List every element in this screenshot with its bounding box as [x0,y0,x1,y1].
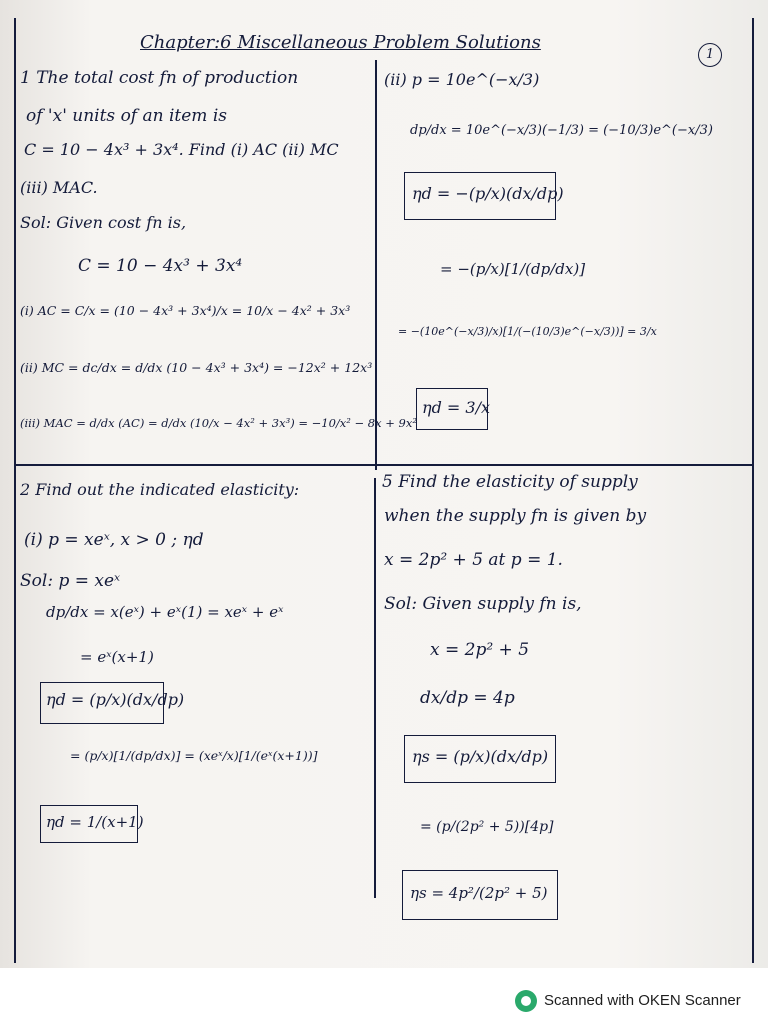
q2-substitution-step: = (p/x)[1/(dp/dx)] = (xeˣ/x)[1/(eˣ(x+1))] [70,748,318,763]
q2-solution-label: Sol: p = xeˣ [20,571,121,591]
q1b-elasticity-formula: ηd = −(p/x)(dx/dp) [412,184,564,203]
q5-derivative: dx/dp = 4p [420,688,515,708]
q5-solution-label: Sol: Given supply fn is, [384,594,582,614]
page-title: Chapter:6 Miscellaneous Problem Solutions [140,32,541,53]
q5-line2: when the supply fn is given by [384,506,647,526]
q5-line3: x = 2p² + 5 at p = 1. [384,550,563,570]
q1b-derivative: dp/dx = 10e^(−x/3)(−1/3) = (−10/3)e^(−x/3) [410,123,713,138]
q2-answer: ηd = 1/(x+1) [46,813,144,831]
q1-marginal-average-cost: (iii) MAC = d/dx (AC) = d/dx (10/x − 4x² + 3x³) = −10/x² − 8x + 9x² [20,416,417,430]
q1b-step2: = −(10e^(−x/3)/x)[1/(−(10/3)e^(−x/3))] = 3/x [398,325,657,338]
q5-elasticity-formula: ηs = (p/x)(dx/dp) [412,747,549,766]
q1-line3: C = 10 − 4x³ + 3x⁴. Find (i) AC (ii) MC [24,140,339,159]
q5-line1: 5 Find the elasticity of supply [382,472,638,492]
scanner-watermark-text: Scanned with OKEN Scanner [544,992,741,1009]
q2-part-i: (i) p = xeˣ, x > 0 ; ηd [24,530,204,550]
q2-line1: 2 Find out the indicated elasticity: [20,480,300,499]
q1b-answer: ηd = 3/x [422,398,490,417]
q2-derivative: dp/dx = x(eˣ) + eˣ(1) = xeˣ + eˣ [46,603,284,621]
q2-derivative-simplified: = eˣ(x+1) [80,648,154,666]
scanner-logo-icon [515,990,537,1012]
center-divider-line [375,60,377,470]
section-separator [16,464,752,466]
q2-elasticity-formula: ηd = (p/x)(dx/dp) [46,690,185,709]
q5-answer: ηs = 4p²/(2p² + 5) [410,884,548,902]
center-divider-line-lower [374,478,376,898]
q1-cost-equation: C = 10 − 4x³ + 3x⁴ [78,256,243,276]
q1b-given: (ii) p = 10e^(−x/3) [384,70,540,89]
q1-solution-label: Sol: Given cost fn is, [20,213,187,232]
q1-marginal-cost: (ii) MC = dc/dx = d/dx (10 − 4x³ + 3x⁴) = −12x² + 12x³ [20,360,373,375]
q1-line2: of 'x' units of an item is [26,106,227,126]
q5-supply-equation: x = 2p² + 5 [430,640,530,660]
left-margin-line [14,18,16,963]
q1-average-cost: (i) AC = C/x = (10 − 4x³ + 3x⁴)/x = 10/x − 4x² + 3x³ [20,303,351,318]
q1b-step1: = −(p/x)[1/(dp/dx)] [440,260,586,278]
q1-line4: (iii) MAC. [20,178,98,197]
right-margin-line [752,18,754,963]
q5-substitution-step: = (p/(2p² + 5))[4p] [420,819,554,835]
page-number: 1 [698,43,722,67]
q1-line1: 1 The total cost fn of production [20,68,299,88]
